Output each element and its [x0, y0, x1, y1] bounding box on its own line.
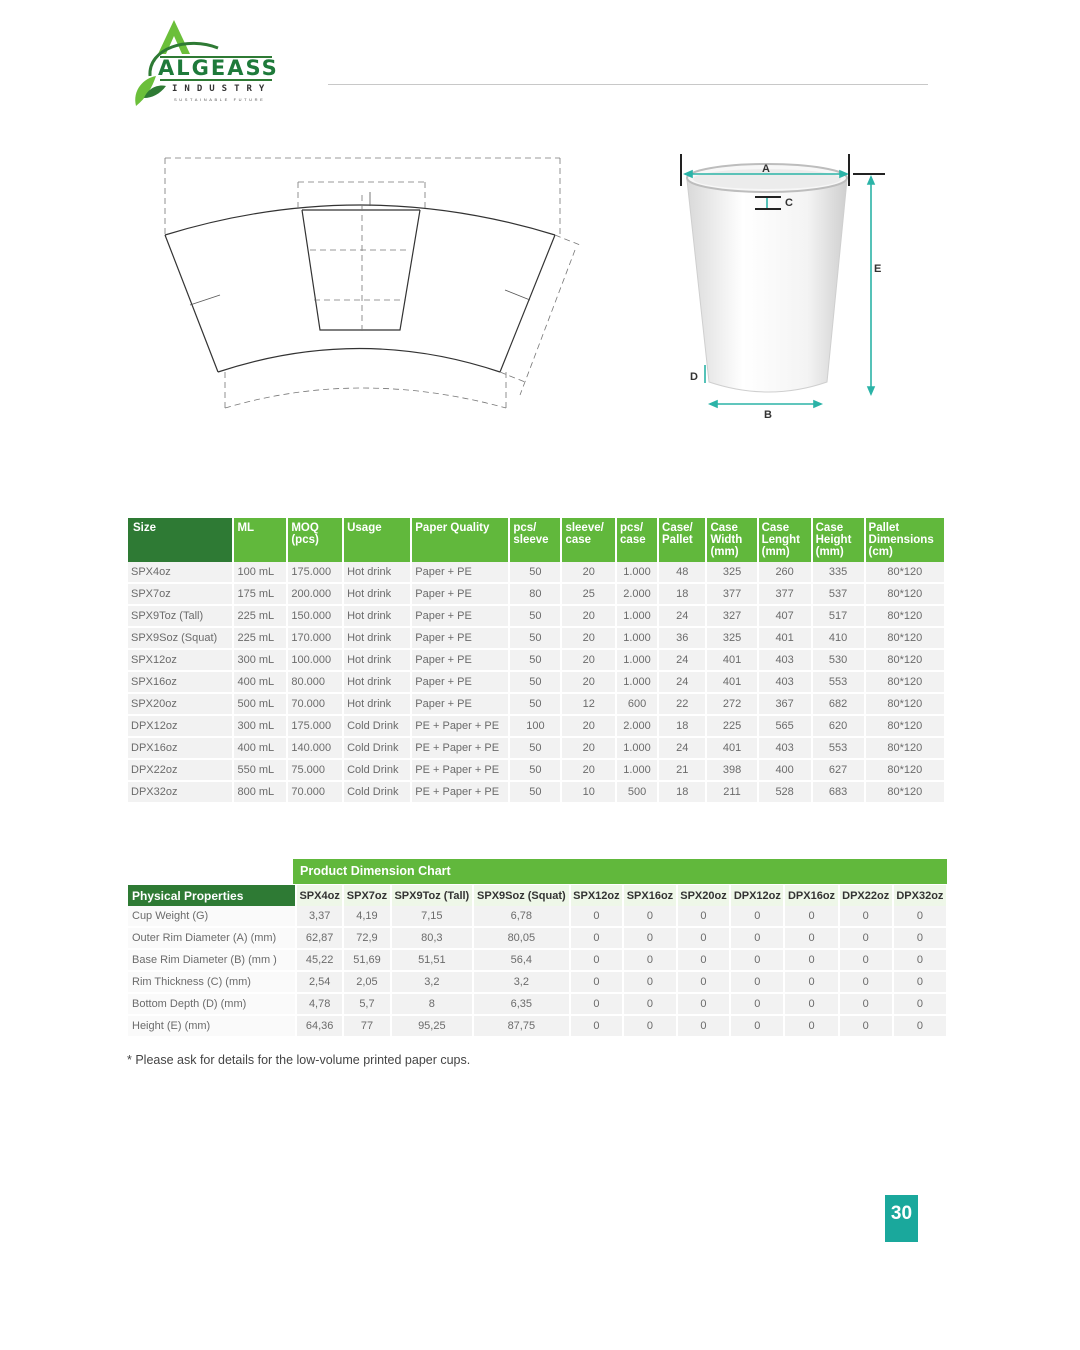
spec-cell: 400 mL: [233, 671, 287, 693]
spec-cell: 170.000: [287, 627, 343, 649]
spec-cell: 2.000: [616, 715, 658, 737]
spec-cell: 325: [706, 562, 757, 583]
spec-cell: 20: [561, 605, 616, 627]
spec-cell: 600: [616, 693, 658, 715]
spec-cell: 398: [706, 759, 757, 781]
spec-cell: 80*120: [865, 671, 945, 693]
spec-cell: Paper + PE: [411, 562, 509, 583]
spec-cell: 377: [758, 583, 812, 605]
spec-cell: 2.000: [616, 583, 658, 605]
dimension-cell: 0: [730, 993, 784, 1015]
spec-cell: Paper + PE: [411, 605, 509, 627]
spec-table-row: [128, 562, 945, 583]
dimension-column-header: DPX16oz: [784, 885, 838, 906]
spec-table-row: [128, 737, 945, 759]
spec-table-row: [128, 759, 945, 781]
dimension-cell: 72,9: [343, 927, 390, 949]
spec-cell: 1.000: [616, 649, 658, 671]
spec-cell: 50: [509, 693, 561, 715]
spec-header-cell: Usage: [343, 518, 411, 562]
spec-cell: 403: [758, 671, 812, 693]
spec-header-cell: Pallet Dimensions (cm): [865, 518, 945, 562]
spec-cell: Hot drink: [343, 671, 411, 693]
dimension-cell: 0: [730, 906, 784, 927]
spec-cell: 1.000: [616, 671, 658, 693]
spec-cell: 401: [758, 627, 812, 649]
dimension-column-header: SPX4oz: [296, 885, 343, 906]
dimension-cell: 0: [839, 927, 893, 949]
spec-cell: 50: [509, 671, 561, 693]
page-number: 30: [885, 1195, 918, 1242]
spec-table: [128, 518, 946, 804]
spec-cell: PE + Paper + PE: [411, 759, 509, 781]
spec-cell: 225 mL: [233, 627, 287, 649]
dimension-cell: 0: [730, 1015, 784, 1037]
spec-cell: 403: [758, 649, 812, 671]
spec-cell: 140.000: [287, 737, 343, 759]
spec-cell: 300 mL: [233, 715, 287, 737]
spec-cell: Hot drink: [343, 649, 411, 671]
spec-header-cell: pcs/ sleeve: [509, 518, 561, 562]
spec-cell: 1.000: [616, 627, 658, 649]
spec-cell: Cold Drink: [343, 759, 411, 781]
dimension-cell: 77: [343, 1015, 390, 1037]
spec-cell: 50: [509, 562, 561, 583]
spec-cell: 300 mL: [233, 649, 287, 671]
spec-cell: 553: [812, 671, 865, 693]
spec-cell: 100 mL: [233, 562, 287, 583]
logo-wordmark: ALGEASS: [158, 56, 279, 80]
spec-cell: 553: [812, 737, 865, 759]
spec-table-row: [128, 671, 945, 693]
dimension-cell: 62,87: [296, 927, 343, 949]
dimension-cell: 0: [784, 906, 838, 927]
spec-cell: Paper + PE: [411, 671, 509, 693]
dimension-cell: 0: [623, 971, 677, 993]
spec-cell: SPX16oz: [128, 671, 233, 693]
spec-header-cell: MOQ (pcs): [287, 518, 343, 562]
dimension-cell: 0: [623, 1015, 677, 1037]
dimension-cell: 4,19: [343, 906, 390, 927]
spec-cell: 80: [509, 583, 561, 605]
spec-cell: 225: [706, 715, 757, 737]
dimension-column-header: DPX12oz: [730, 885, 784, 906]
spec-cell: 70.000: [287, 693, 343, 715]
dimension-cell: 0: [893, 1015, 947, 1037]
dimension-table: [128, 885, 948, 1038]
dimension-row-label: Bottom Depth (D) (mm): [128, 993, 296, 1015]
dimension-cell: 0: [677, 949, 731, 971]
spec-cell: 80*120: [865, 737, 945, 759]
spec-cell: Paper + PE: [411, 649, 509, 671]
dimension-cell: 0: [893, 949, 947, 971]
dimension-cell: 51,51: [391, 949, 473, 971]
dimension-row-label: Cup Weight (G): [128, 906, 296, 927]
dimension-table-row: [128, 993, 947, 1015]
spec-cell: 80*120: [865, 715, 945, 737]
spec-cell: 175 mL: [233, 583, 287, 605]
spec-cell: Cold Drink: [343, 715, 411, 737]
spec-cell: 18: [658, 715, 706, 737]
spec-cell: 517: [812, 605, 865, 627]
dimension-cell: 0: [570, 949, 624, 971]
spec-cell: 24: [658, 737, 706, 759]
dimension-cell: 5,7: [343, 993, 390, 1015]
spec-cell: 325: [706, 627, 757, 649]
spec-cell: 272: [706, 693, 757, 715]
spec-cell: 36: [658, 627, 706, 649]
dimension-cell: 0: [677, 906, 731, 927]
dimension-cell: 0: [784, 993, 838, 1015]
spec-cell: 80*120: [865, 605, 945, 627]
header-divider: [328, 84, 928, 85]
spec-header-cell: Case Lenght (mm): [758, 518, 812, 562]
spec-cell: Hot drink: [343, 605, 411, 627]
spec-cell: 22: [658, 693, 706, 715]
spec-cell: 175.000: [287, 715, 343, 737]
spec-cell: Hot drink: [343, 693, 411, 715]
dimension-cell: 0: [623, 927, 677, 949]
dimension-cell: 0: [623, 993, 677, 1015]
spec-cell: 1.000: [616, 759, 658, 781]
spec-header-cell: Size: [128, 518, 233, 562]
dimension-cell: 2,05: [343, 971, 390, 993]
spec-cell: 50: [509, 759, 561, 781]
dimension-column-header: SPX9Toz (Tall): [391, 885, 473, 906]
spec-cell: DPX12oz: [128, 715, 233, 737]
spec-table-row: [128, 693, 945, 715]
dimension-column-header: SPX12oz: [570, 885, 624, 906]
dimension-cell: 0: [784, 971, 838, 993]
dimension-cell: 0: [839, 971, 893, 993]
spec-cell: 20: [561, 627, 616, 649]
dimension-corner-header: Physical Properties: [128, 885, 296, 906]
dimension-cell: 0: [839, 993, 893, 1015]
dimension-column-header: SPX9Soz (Squat): [473, 885, 570, 906]
spec-cell: 24: [658, 605, 706, 627]
dimension-cell: 0: [784, 927, 838, 949]
dimension-table-row: [128, 971, 947, 993]
spec-table-row: [128, 605, 945, 627]
dimension-column-header: DPX32oz: [893, 885, 947, 906]
dimension-cell: 0: [570, 1015, 624, 1037]
spec-cell: 80.000: [287, 671, 343, 693]
label-d: D: [690, 371, 698, 383]
spec-header-cell: Case Height (mm): [812, 518, 865, 562]
spec-cell: PE + Paper + PE: [411, 737, 509, 759]
company-logo: [128, 18, 278, 113]
spec-cell: 401: [706, 737, 757, 759]
spec-cell: Cold Drink: [343, 781, 411, 803]
spec-header-cell: sleeve/ case: [561, 518, 616, 562]
dimension-cell: 0: [677, 971, 731, 993]
spec-cell: 335: [812, 562, 865, 583]
spec-cell: 1.000: [616, 737, 658, 759]
spec-cell: 528: [758, 781, 812, 803]
dimension-cell: 3,2: [391, 971, 473, 993]
spec-cell: Hot drink: [343, 583, 411, 605]
spec-cell: 20: [561, 562, 616, 583]
spec-cell: 80*120: [865, 627, 945, 649]
dimension-cell: 0: [570, 971, 624, 993]
spec-header-cell: Case/ Pallet: [658, 518, 706, 562]
spec-cell: SPX20oz: [128, 693, 233, 715]
spec-cell: 80*120: [865, 781, 945, 803]
spec-cell: SPX4oz: [128, 562, 233, 583]
spec-cell: 150.000: [287, 605, 343, 627]
dimension-cell: 0: [784, 1015, 838, 1037]
spec-cell: DPX32oz: [128, 781, 233, 803]
dimension-cell: 0: [784, 949, 838, 971]
dimension-cell: 0: [570, 993, 624, 1015]
dimension-cell: 0: [677, 927, 731, 949]
dimension-cell: 0: [893, 971, 947, 993]
dimension-cell: 4,78: [296, 993, 343, 1015]
spec-cell: Hot drink: [343, 562, 411, 583]
label-e: E: [874, 263, 882, 275]
spec-cell: 70.000: [287, 781, 343, 803]
label-b: B: [764, 409, 772, 421]
dimension-cell: 0: [623, 949, 677, 971]
dimension-cell: 0: [839, 906, 893, 927]
spec-cell: Cold Drink: [343, 737, 411, 759]
spec-cell: 500 mL: [233, 693, 287, 715]
spec-cell: 24: [658, 649, 706, 671]
spec-cell: SPX9Toz (Tall): [128, 605, 233, 627]
dimension-cell: 0: [677, 1015, 731, 1037]
spec-cell: 400 mL: [233, 737, 287, 759]
dimension-column-header: SPX7oz: [343, 885, 390, 906]
dimension-table-row: [128, 906, 947, 927]
spec-cell: 50: [509, 649, 561, 671]
dimension-cell: 45,22: [296, 949, 343, 971]
spec-cell: 10: [561, 781, 616, 803]
spec-cell: 537: [812, 583, 865, 605]
spec-cell: 80*120: [865, 759, 945, 781]
spec-cell: 80*120: [865, 693, 945, 715]
dimension-cell: 56,4: [473, 949, 570, 971]
dimension-cell: 7,15: [391, 906, 473, 927]
spec-cell: 620: [812, 715, 865, 737]
dimension-chart-title: Product Dimension Chart: [293, 859, 947, 884]
spec-cell: Paper + PE: [411, 693, 509, 715]
spec-table-row: [128, 627, 945, 649]
spec-cell: 500: [616, 781, 658, 803]
spec-cell: 403: [758, 737, 812, 759]
dimension-cell: 0: [623, 906, 677, 927]
dimension-cell: 64,36: [296, 1015, 343, 1037]
spec-cell: 50: [509, 605, 561, 627]
spec-cell: Hot drink: [343, 627, 411, 649]
dimension-cell: 6,78: [473, 906, 570, 927]
spec-cell: 100.000: [287, 649, 343, 671]
spec-cell: 50: [509, 781, 561, 803]
spec-cell: 407: [758, 605, 812, 627]
logo-tagline: SUSTAINABLE FUTURE: [174, 97, 266, 102]
spec-table-header: [128, 518, 945, 562]
spec-cell: 401: [706, 649, 757, 671]
dimension-cell: 0: [893, 993, 947, 1015]
dimension-cell: 3,2: [473, 971, 570, 993]
dimension-cell: 0: [730, 949, 784, 971]
spec-cell: 75.000: [287, 759, 343, 781]
spec-table-row: [128, 649, 945, 671]
spec-cell: 21: [658, 759, 706, 781]
spec-cell: 80*120: [865, 649, 945, 671]
spec-cell: 367: [758, 693, 812, 715]
spec-cell: PE + Paper + PE: [411, 715, 509, 737]
spec-cell: 50: [509, 627, 561, 649]
dimension-table-header: [128, 885, 947, 906]
spec-cell: 377: [706, 583, 757, 605]
spec-cell: 20: [561, 759, 616, 781]
spec-cell: 1.000: [616, 562, 658, 583]
spec-cell: 12: [561, 693, 616, 715]
spec-cell: Paper + PE: [411, 627, 509, 649]
spec-cell: 565: [758, 715, 812, 737]
spec-cell: Paper + PE: [411, 583, 509, 605]
dimension-cell: 80,3: [391, 927, 473, 949]
spec-cell: 175.000: [287, 562, 343, 583]
dimension-cell: 0: [730, 927, 784, 949]
spec-cell: 20: [561, 671, 616, 693]
dimension-column-header: DPX22oz: [839, 885, 893, 906]
spec-cell: 100: [509, 715, 561, 737]
spec-cell: 627: [812, 759, 865, 781]
dimension-cell: 0: [893, 906, 947, 927]
spec-cell: 225 mL: [233, 605, 287, 627]
spec-cell: 260: [758, 562, 812, 583]
dimension-cell: 0: [570, 927, 624, 949]
dimension-cell: 0: [839, 1015, 893, 1037]
footnote: * Please ask for details for the low-volume printed paper cups.: [127, 1053, 471, 1067]
dimension-table-row: [128, 949, 947, 971]
spec-cell: 80*120: [865, 562, 945, 583]
spec-cell: 20: [561, 715, 616, 737]
spec-cell: 800 mL: [233, 781, 287, 803]
spec-cell: 48: [658, 562, 706, 583]
dimension-cell: 87,75: [473, 1015, 570, 1037]
spec-table-row: [128, 715, 945, 737]
spec-cell: SPX12oz: [128, 649, 233, 671]
dimension-cell: 0: [839, 949, 893, 971]
spec-cell: 401: [706, 671, 757, 693]
spec-table-row: [128, 781, 945, 803]
dimension-cell: 6,35: [473, 993, 570, 1015]
dimension-row-label: Rim Thickness (C) (mm): [128, 971, 296, 993]
logo-subtitle: INDUSTRY: [172, 84, 272, 94]
dimension-cell: 95,25: [391, 1015, 473, 1037]
spec-cell: 50: [509, 737, 561, 759]
spec-cell: 24: [658, 671, 706, 693]
dimension-row-label: Base Rim Diameter (B) (mm ): [128, 949, 296, 971]
spec-cell: 682: [812, 693, 865, 715]
dimension-table-row: [128, 927, 947, 949]
spec-cell: 683: [812, 781, 865, 803]
spec-cell: 20: [561, 649, 616, 671]
dimension-column-header: SPX16oz: [623, 885, 677, 906]
dimension-cell: 0: [677, 993, 731, 1015]
spec-header-cell: pcs/ case: [616, 518, 658, 562]
spec-cell: 1.000: [616, 605, 658, 627]
spec-cell: 550 mL: [233, 759, 287, 781]
spec-cell: 18: [658, 781, 706, 803]
spec-cell: 200.000: [287, 583, 343, 605]
spec-table-body: [128, 562, 945, 803]
spec-cell: 410: [812, 627, 865, 649]
dimension-cell: 0: [570, 906, 624, 927]
dimension-column-header: SPX20oz: [677, 885, 731, 906]
dimension-cell: 8: [391, 993, 473, 1015]
spec-cell: 530: [812, 649, 865, 671]
spec-cell: SPX9Soz (Squat): [128, 627, 233, 649]
spec-cell: 400: [758, 759, 812, 781]
spec-cell: 211: [706, 781, 757, 803]
label-a: A: [762, 163, 770, 175]
label-c: C: [785, 197, 793, 209]
spec-cell: DPX22oz: [128, 759, 233, 781]
dimension-row-label: Height (E) (mm): [128, 1015, 296, 1037]
spec-cell: DPX16oz: [128, 737, 233, 759]
spec-cell: 80*120: [865, 583, 945, 605]
spec-header-cell: Case Width (mm): [706, 518, 757, 562]
spec-cell: 25: [561, 583, 616, 605]
dimension-cell: 51,69: [343, 949, 390, 971]
spec-header-cell: Paper Quality: [411, 518, 509, 562]
cup-pattern-drawing: [150, 150, 600, 420]
dimension-cell: 80,05: [473, 927, 570, 949]
dimension-row-label: Outer Rim Diameter (A) (mm): [128, 927, 296, 949]
dimension-table-row: [128, 1015, 947, 1037]
cup-dimension-illustration: [675, 152, 890, 427]
dimension-cell: 0: [893, 927, 947, 949]
spec-cell: 327: [706, 605, 757, 627]
spec-header-cell: ML: [233, 518, 287, 562]
spec-table-row: [128, 583, 945, 605]
dimension-cell: 3,37: [296, 906, 343, 927]
dimension-cell: 0: [730, 971, 784, 993]
spec-cell: PE + Paper + PE: [411, 781, 509, 803]
spec-cell: 20: [561, 737, 616, 759]
spec-cell: SPX7oz: [128, 583, 233, 605]
dimension-table-body: [128, 906, 947, 1037]
spec-cell: 18: [658, 583, 706, 605]
dimension-cell: 2,54: [296, 971, 343, 993]
